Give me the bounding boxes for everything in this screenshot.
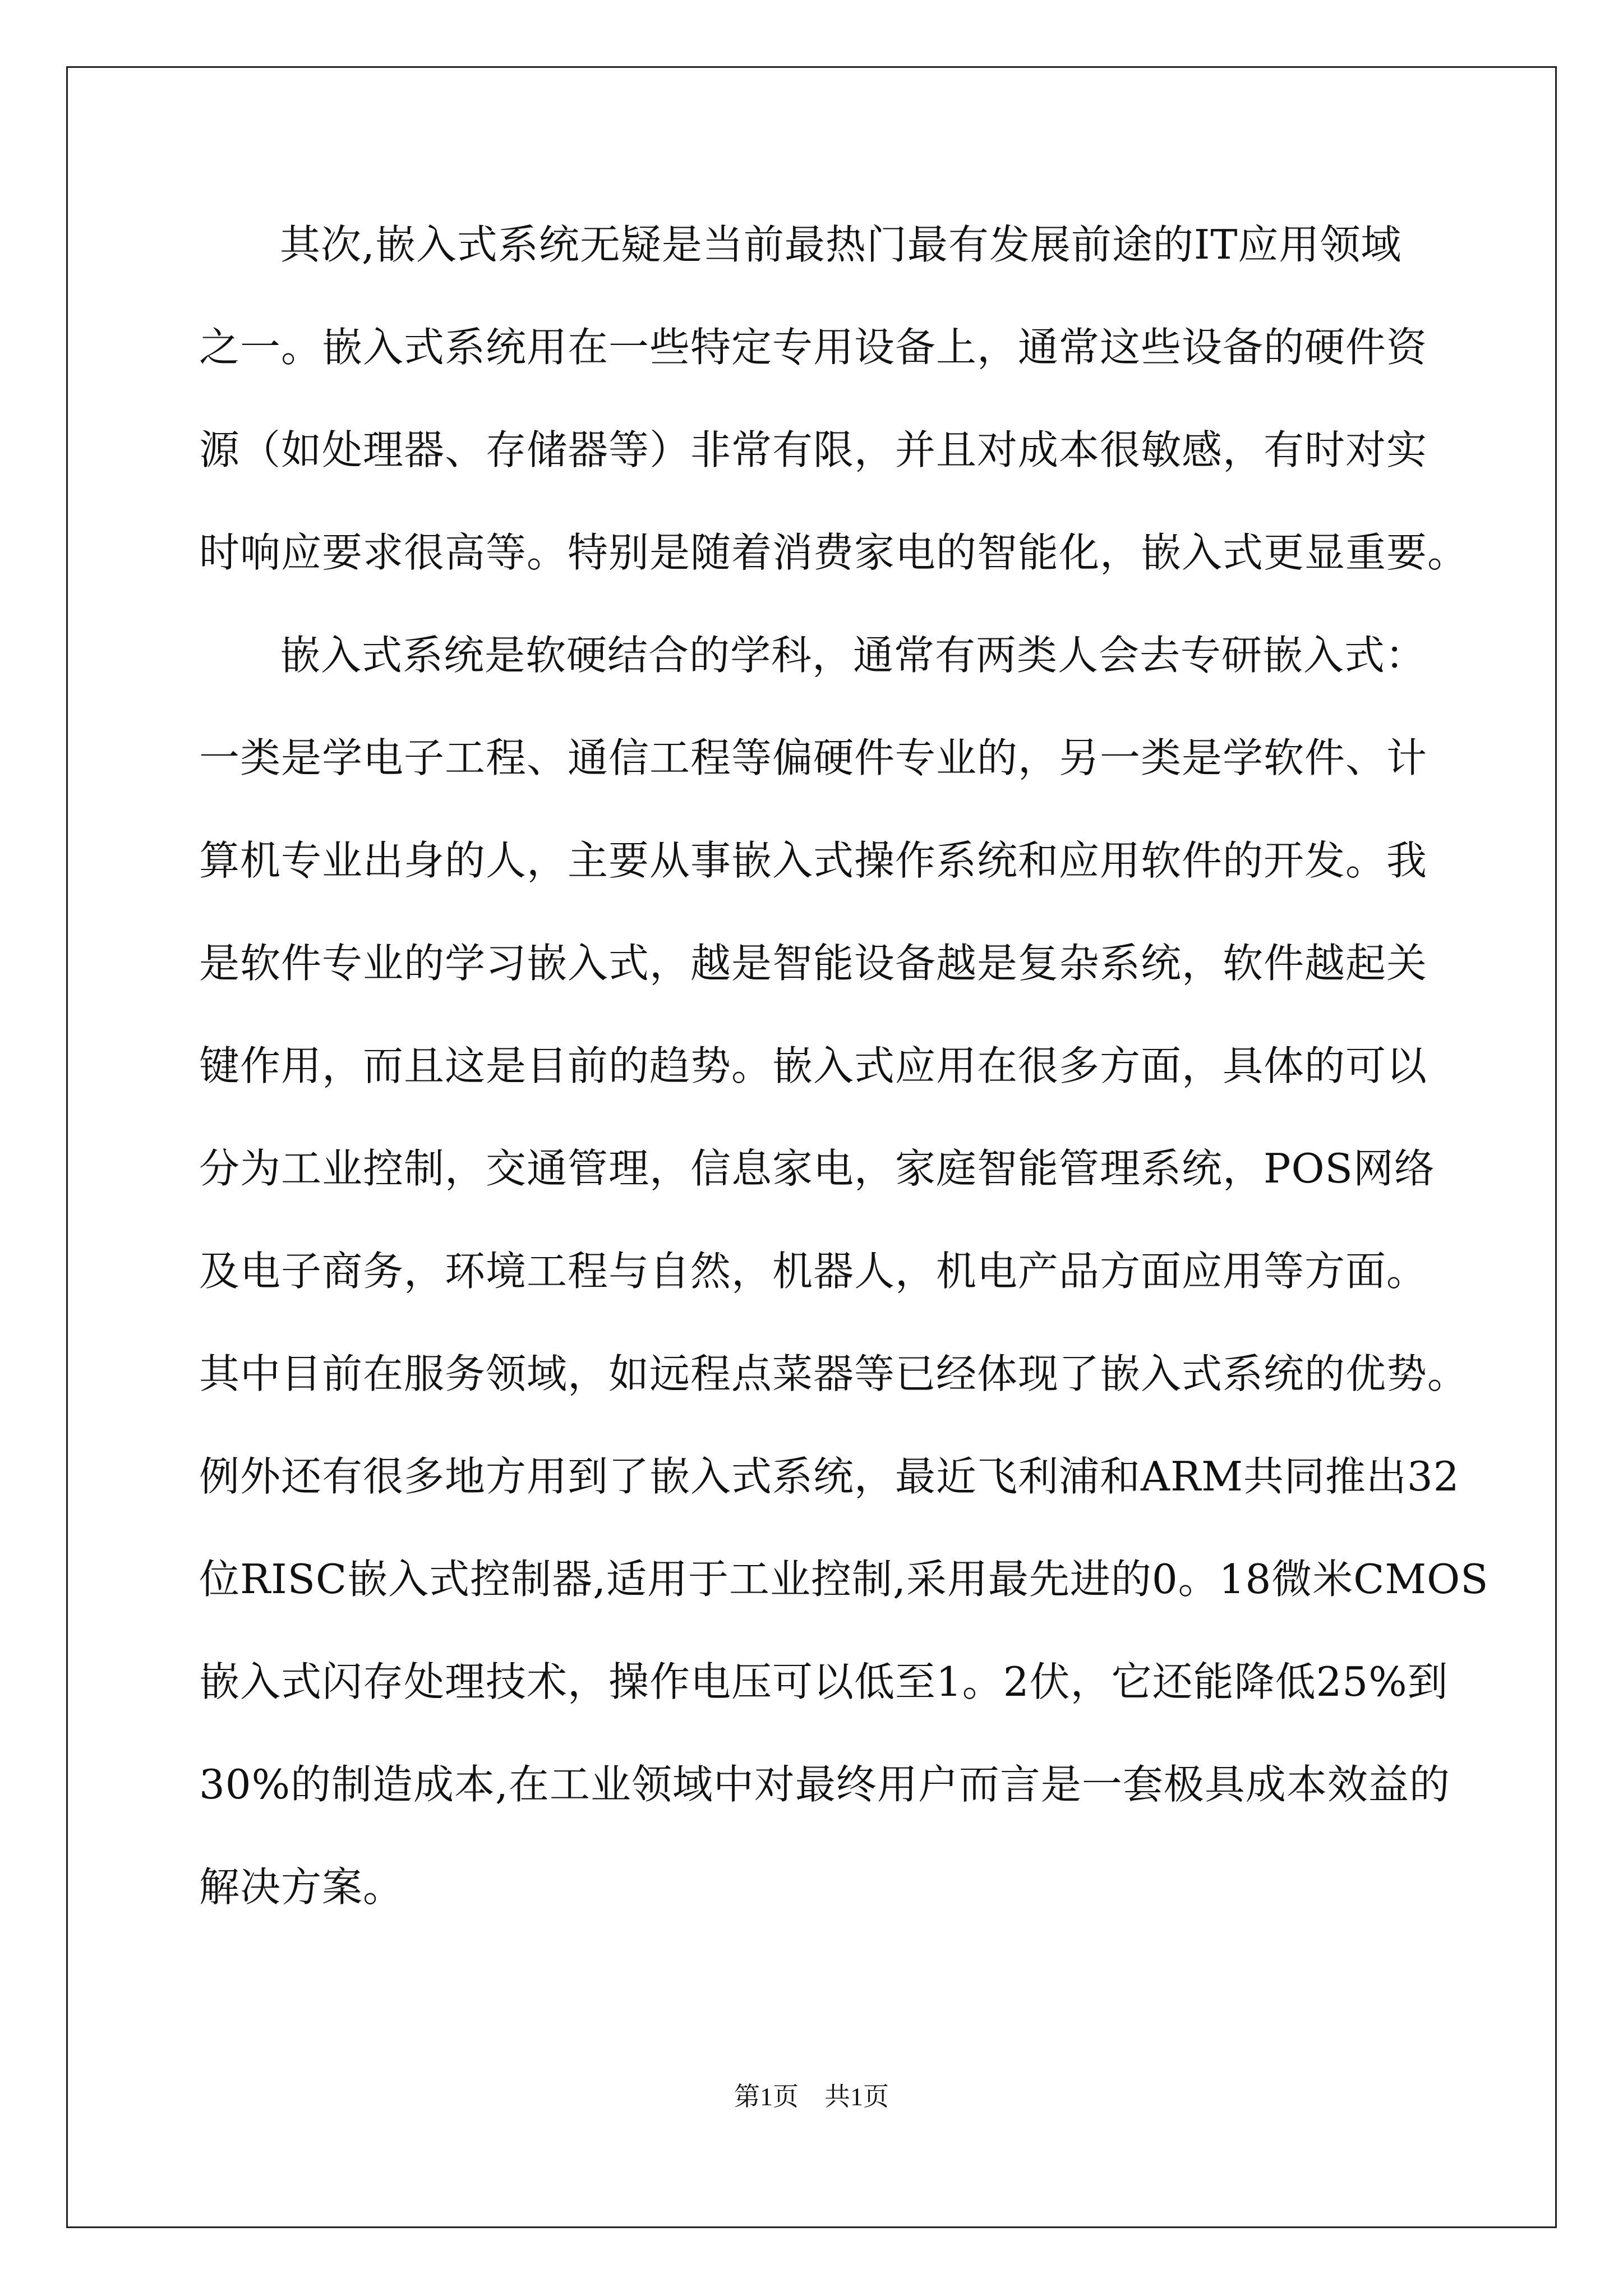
- text-line: 是软件专业的学习嵌入式，越是智能设备越是复杂系统，软件越起关: [199, 940, 1428, 987]
- text-line: 键作用，而且这是目前的趋势。嵌入式应用在很多方面，具体的可以: [199, 1042, 1428, 1089]
- text-line: 嵌入式系统是软硬结合的学科，通常有两类人会去专研嵌入式：: [280, 632, 1427, 679]
- text-line: 及电子商务，环境工程与自然，机器人，机电产品方面应用等方面。: [199, 1248, 1428, 1295]
- text-line: 其次,嵌入式系统无疑是当前最热门最有发展前途的IT应用领域: [280, 221, 1402, 268]
- page-footer: [0, 2080, 1623, 2114]
- text-line: 其中目前在服务领域，如远程点菜器等已经体现了嵌入式系统的优势。: [199, 1350, 1469, 1397]
- text-line: 源（如处理器、存储器等）非常有限，并且对成本很敏感，有时对实: [199, 426, 1428, 473]
- text-line: 30%的制造成本,在工业领域中对最终用户而言是一套极具成本效益的: [199, 1761, 1450, 1808]
- text-line: 一类是学电子工程、通信工程等偏硬件专业的，另一类是学软件、计: [199, 734, 1428, 781]
- document-body: [199, 194, 1489, 1939]
- text-line: 时响应要求很高等。特别是随着消费家电的智能化，嵌入式更显重要。: [199, 529, 1469, 576]
- text-line: 算机专业出身的人，主要从事嵌入式操作系统和应用软件的开发。我: [199, 837, 1428, 884]
- text-line: 解决方案。: [199, 1864, 404, 1911]
- text-line: 位RISC嵌入式控制器,适用于工业控制,采用最先进的0。18微米CMOS: [199, 1556, 1489, 1603]
- page-number: 第1页 共1页: [734, 2082, 889, 2111]
- text-line: 例外还有很多地方用到了嵌入式系统，最近飞利浦和ARM共同推出32: [199, 1453, 1460, 1500]
- text-line: 嵌入式闪存处理技术，操作电压可以低至1。2伏，它还能降低25%到: [199, 1658, 1449, 1705]
- text-line: 之一。嵌入式系统用在一些特定专用设备上，通常这些设备的硬件资: [199, 324, 1428, 371]
- text-line: 分为工业控制，交通管理，信息家电，家庭智能管理系统，POS网络: [199, 1145, 1435, 1192]
